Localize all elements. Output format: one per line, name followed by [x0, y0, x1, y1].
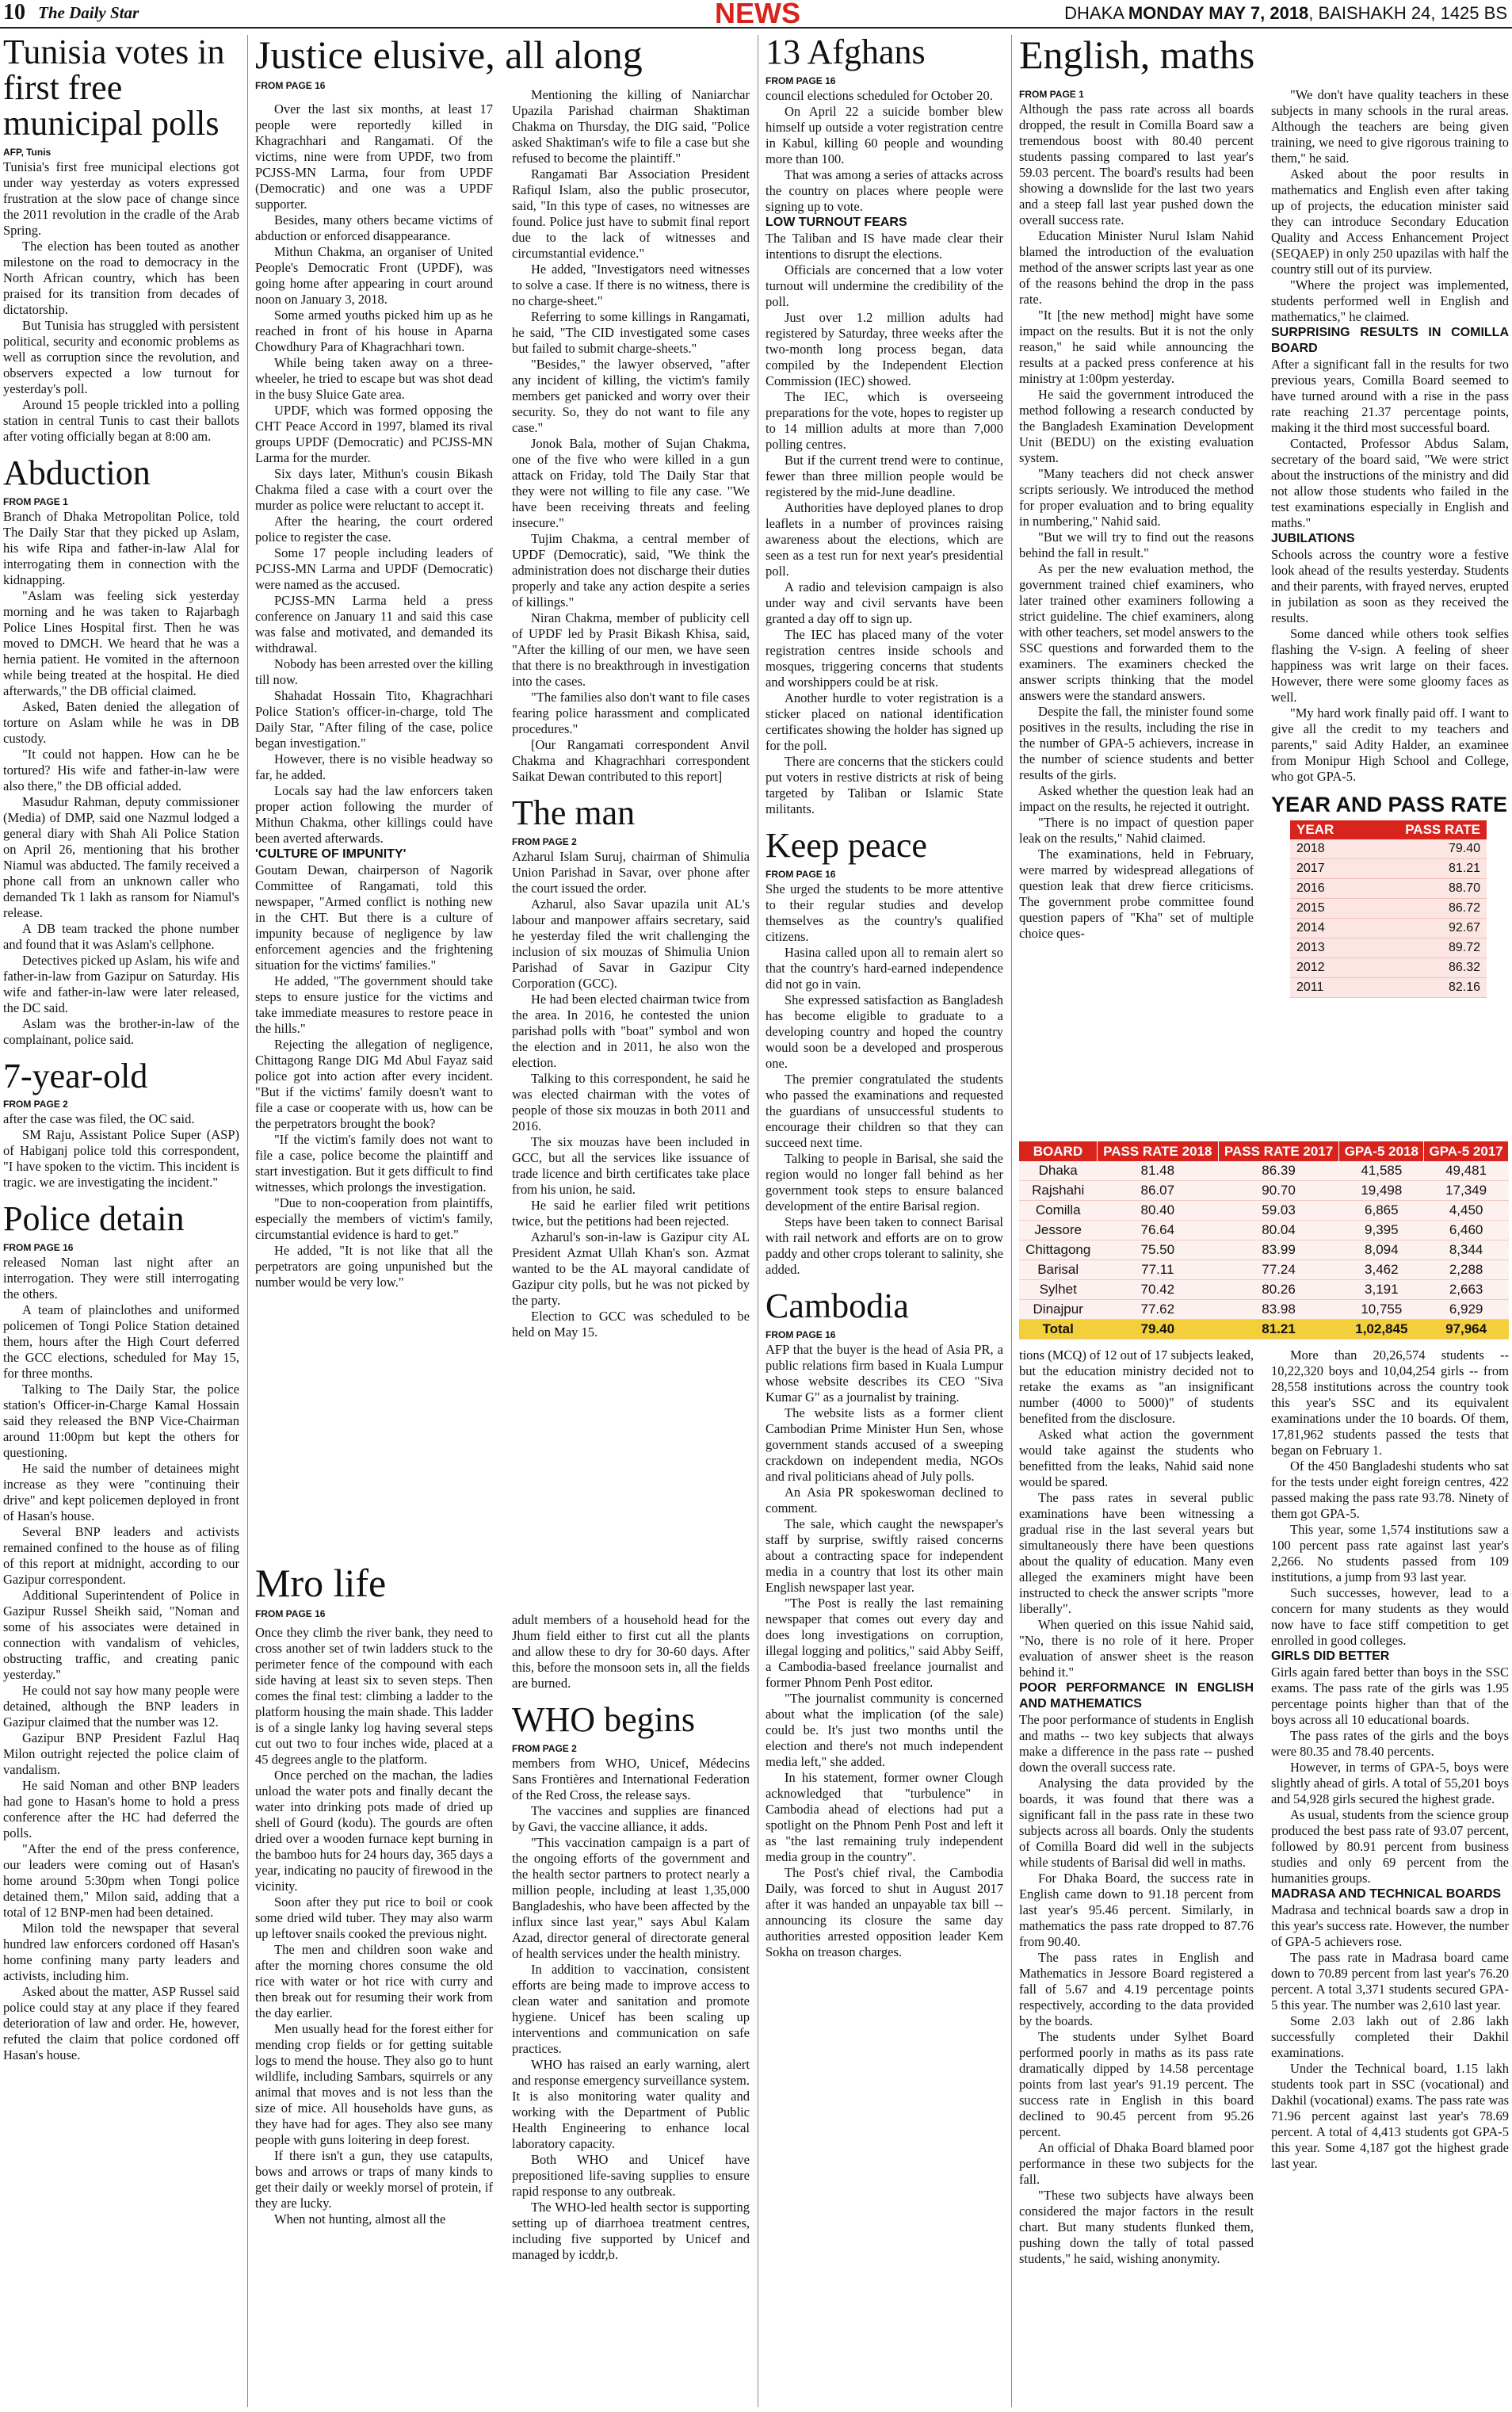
paragraph: The WHO-led health sector is supporting setting up of diarrhoea treatment centres, including five supported by Unicef and managed by icddr,b.: [512, 2199, 750, 2262]
table-row: [1019, 1240, 1509, 1260]
paragraph: On April 22 a suicide bomber blew himself up outside a voter registration centre in Kabul, killing 60 people and wounding more than 100.: [766, 103, 1003, 166]
tunisia-story-headline: Tunisia votes in first free municipal polls: [3, 35, 225, 143]
paragraph: Tujim Chakma, a central member of UPDF (Democratic), said, "We think the administration does not discharge their duties properly and take any action despite a series of killings.": [512, 531, 750, 610]
afghans-story-dateline: FROM PAGE 16: [766, 75, 836, 86]
paragraph: The vaccines and supplies are financed by Gavi, the vaccine alliance, it adds.: [512, 1802, 750, 1834]
table-cell: 19,498: [1339, 1181, 1424, 1201]
paragraph: Another hurdle to voter registration is a sticker placed on national identification certificates showing the holder has signed up for the poll.: [766, 690, 1003, 753]
table-cell: 83.98: [1218, 1300, 1339, 1320]
page-number: 10: [3, 0, 25, 25]
table-cell: 2012: [1290, 958, 1361, 978]
table-cell: 86.32: [1361, 958, 1487, 978]
table-cell: 2,663: [1424, 1280, 1509, 1300]
paragraph: The IEC has placed many of the voter registration centres inside schools and mosques, triggering concerns that students and worshippers could be at risk.: [766, 626, 1003, 690]
paragraph: "The families also don't want to file cases fearing police harassment and complicated procedures.": [512, 690, 750, 736]
table-cell: 81.21: [1218, 1320, 1339, 1340]
paragraph: Soon after they put rice to boil or cook some dried wild tuber. They may also warm up leftover snails cooked the previous night.: [255, 1894, 493, 1941]
paragraph: Referring to some killings in Rangamati, he said, "The CID investigated some cases but failed to submit charge-sheets.": [512, 309, 750, 356]
column-3: [766, 35, 1003, 2407]
paragraph: In addition to vaccination, consistent efforts are being made to improve access to clean water and sanitation and promote hygiene. Unicef has been scaling up interventions and communication on safe practices.: [512, 1961, 750, 2056]
table-cell: 90.70: [1218, 1181, 1339, 1201]
table-cell: Sylhet: [1019, 1280, 1097, 1300]
paragraph: As per the new evaluation method, the government trained chief examiners, who later trained other examiners following a strict guideline. The chief examiners, along with other teachers, set model answers to the SSC questions and forwarded them to the examiners. The examiners checked the answer scripts thinking that the model answers were the standard answers.: [1019, 561, 1254, 703]
paragraph: "Aslam was feeling sick yesterday morning and he was taken to Rajarbagh Police Lines Hospital first. Then he was moved to DMCH. We heard that he was a hernia patient. He vomited in the afternoon while being treated at the hospital. He died afterwards," the DB official claimed.: [3, 587, 239, 698]
paragraph: When not hunting, almost all the: [274, 2211, 446, 2227]
subhead: MADRASA AND TECHNICAL BOARDS: [1271, 1887, 1502, 1901]
table-cell: 81.48: [1097, 1161, 1218, 1181]
table-cell: 76.64: [1097, 1221, 1218, 1240]
keep-peace-story-headline: Keep peace: [766, 825, 927, 865]
abduction-story: [3, 453, 239, 1048]
paragraph: Six days later, Mithun's cousin Bikash Chakma filed a case with a court over the murder as police were reluctant to accept it.: [255, 466, 493, 513]
paragraph: after the case was filed, the OC said.: [3, 1111, 195, 1127]
paragraph: Some 17 people including leaders of PCJSS-MN Larma and UPDF (Democratic) were named as the accused.: [255, 545, 493, 592]
paragraph: Masudur Rahman, deputy commissioner (Media) of DMP, said one Nazmul lodged a general diary with Shah Ali Police Station on April 26, mentioning that his brother Niamul was abducted. The family received a phone call from an unknown caller who demanded Tk 1 lakh as ransom for Niamul's release.: [3, 793, 239, 920]
table-row: [1290, 978, 1487, 998]
table-cell: 92.67: [1361, 919, 1487, 938]
table-row: [1019, 1260, 1509, 1280]
justice-col-a: [255, 101, 493, 1558]
paragraph: Madrasa and technical boards saw a drop in this year's success rate. However, the number of GPA-5 achievers rose.: [1271, 1902, 1509, 1949]
table-cell: Comilla: [1019, 1201, 1097, 1221]
paragraph: Girls again fared better than boys in the SSC exams. The pass rate of the girls was 1.95 percentage points higher than that of the boys across all 10 educational boards.: [1271, 1665, 1509, 1727]
paragraph: Azharul Islam Suruj, chairman of Shimulia Union Parishad in Savar, over phone after the court issued the order.: [512, 848, 750, 896]
paragraph: This year, some 1,574 institutions saw a 100 percent pass rate against last year's 2,266. No students passed from 109 institutions, a jump from 93 last year.: [1271, 1522, 1509, 1584]
the-man-story-headline: The man: [512, 793, 636, 832]
paragraph: Goutam Dewan, chairperson of Nagorik Committee of Rangamati, told this newspaper, "Armed conflict is nothing new in the CHT. But there is a culture of impunity because of negligence by law enforcement agencies and the frightening situation for the victims' families.": [255, 862, 493, 973]
paragraph: Shahadat Hossain Tito, Khagrachhari Police Station's officer-in-charge, told The Daily Star, "After filing of the case, police began investigation.": [255, 688, 493, 751]
paragraph: Azharul's son-in-law is Gazipur city AL President Azmat Ullah Khan's son. Azmat wanted to be the AL mayoral candidate of Gazipur city polls, but he was not picked by the party.: [512, 1229, 750, 1308]
paragraph: The pass rates in several public examinations have been witnessing a gradual rise in the last several years but simultaneously there have been questions about the quality of education. Many even alleged the examiners might have been instructed to check the answer scripts "more liberally".: [1019, 1490, 1254, 1616]
table-cell: 2013: [1290, 938, 1361, 958]
table-header: BOARD: [1019, 1141, 1097, 1161]
paragraph: Over the last six months, at least 17 people were reportedly killed in Khagrachhari and Rangamati. Of the victims, nine were from UPDF, two from PCJSS-MN Larma, four from UPDF (Democratic) and one was a UPDF supporter.: [255, 101, 493, 212]
mro-dateline: FROM PAGE 16: [255, 1608, 326, 1619]
seven-year-old-story-headline: 7-year-old: [3, 1056, 148, 1095]
paragraph: WHO has raised an early warning, alert and response emergency surveillance system. It is also monitoring water quality and working with the Department of Public Health Engineering to enhance local laboratory capacity.: [512, 2056, 750, 2151]
paragraph: The premier congratulated the students who passed the examinations and requested the guardians of unsuccessful students to encourage their children so that they can succeed next time.: [766, 1071, 1003, 1150]
paragraph: Tunisia's first free municipal elections got under way yesterday as voters expressed frustration at the slow pace of change since the 2011 revolution in the cradle of the Arab Spring.: [3, 159, 239, 238]
police-detain-story-dateline: FROM PAGE 16: [3, 1242, 74, 1254]
table-cell: 86.72: [1361, 899, 1487, 919]
table-cell: 8,344: [1424, 1240, 1509, 1260]
section-name: NEWS: [715, 0, 800, 29]
english-col-a: [1019, 87, 1254, 1133]
paragraph: PCJSS-MN Larma held a press conference on January 11 and said this case was false and motivated, and demanded its withdrawal.: [255, 593, 493, 656]
paragraph: "Where the project was implemented, students performed well in English and mathematics," he claimed.: [1271, 277, 1509, 324]
justice-headline: Justice elusive, all along: [255, 32, 643, 77]
table-cell: 2015: [1290, 899, 1361, 919]
page-header: [0, 0, 1512, 29]
subhead: POOR PERFORMANCE IN ENGLISH AND MATHEMATICS: [1019, 1681, 1254, 1711]
paragraph: Asked what action the government would take against the students who benefitted from the leaks, Nahid said none would be spared.: [1019, 1427, 1254, 1489]
table-cell: 3,191: [1339, 1280, 1424, 1300]
paragraph: Some armed youths picked him up as he reached in front of his house in Aparna Chowdhury Para of Khagrachhari town.: [255, 308, 493, 354]
paragraph: However, there is no visible headway so far, he added.: [255, 751, 493, 782]
paragraph: A radio and television campaign is also under way and civil servants have been granted a day off to sign up.: [766, 579, 1003, 626]
paragraph: "These two subjects have always been considered the major factors in the result chart. But many students flunked them, pushing down the tally of total passed students," he said, wishing anonymity.: [1019, 2188, 1254, 2266]
paragraph: members from WHO, Unicef, Médecins Sans Frontières and International Federation of the Red Cross, the release says.: [512, 1755, 750, 1802]
paragraph: Rangamati Bar Association President Rafiqul Islam, also the public prosecutor, said, "In this type of cases, no witnesses are found. Police just have to submit final report due to the lack of witnesses and circumstantial evidence.": [512, 166, 750, 261]
paragraph: [Our Rangamati correspondent Anvil Chakma and Khagrachhari correspondent Saikat Dewan contributed to this report]: [512, 737, 750, 784]
who-begins-story-headline: WHO begins: [512, 1700, 695, 1739]
paragraph: Of the 450 Bangladeshi students who sat for the tests under eight foreign centres, 422 passed making the pass rate 93.78. Ninety of them got GPA-5.: [1271, 1458, 1509, 1521]
paragraph: He said he earlier filed writ petitions twice, but the petitions had been rejected.: [512, 1197, 750, 1229]
justice-col-b: [512, 87, 750, 1558]
table-cell: 79.40: [1361, 839, 1487, 859]
paragraph: Both WHO and Unicef have prepositioned life-saving supplies to ensure rapid response to any outbreak.: [512, 2151, 750, 2199]
paragraph: Asked whether the question leak had an impact on the results, he rejected it outright.: [1019, 783, 1254, 814]
subhead: LOW TURNOUT FEARS: [766, 215, 907, 229]
table-cell: Dinajpur: [1019, 1300, 1097, 1320]
paragraph: But Tunisia has struggled with persistent political, security and economic problems as well as corruption since the revolution, and observers expected a low turnout for yesterday's poll.: [3, 317, 239, 396]
table-row: [1019, 1201, 1509, 1221]
paragraph: He said the government introduced the method following a research conducted by the Bangladesh Examination Development Unit (BEDU) on the existing evaluation system.: [1019, 387, 1254, 465]
subhead: SURPRISING RESULTS IN COMILLA BOARD: [1271, 326, 1509, 355]
paragraph: Milon told the newspaper that several hundred law enforcers cordoned off Hasan's home confining many party leaders and activists, including him.: [3, 1921, 239, 1984]
table-cell: 6,929: [1424, 1300, 1509, 1320]
paragraph: Mentioning the killing of Naniarchar Upazila Parishad chairman Shaktiman Chakma on Thursday, the DIG said, "Police asked Shaktiman's wife to file a case but she refused to become the plaintiff.": [512, 87, 750, 166]
table-cell: 70.42: [1097, 1280, 1218, 1300]
table-cell: 80.40: [1097, 1201, 1218, 1221]
table-row: [1019, 1161, 1509, 1181]
paragraph: If there isn't a gun, they use catapults, bows and arrows or traps of many kinds to get their daily or weekly morsel of protein, if they are lucky.: [255, 2148, 493, 2211]
paragraph: After the hearing, the court ordered police to register the case.: [255, 514, 493, 545]
table-cell: 2,288: [1424, 1260, 1509, 1280]
keep-peace-story-dateline: FROM PAGE 16: [766, 868, 836, 880]
justice-dateline: FROM PAGE 16: [255, 80, 326, 91]
paragraph: Additional Superintendent of Police in Gazipur Russel Sheikh said, "Noman and some of his associates were detained in connection with vandalism of vehicles, obstructing traffic, and creating panic yesterday.": [3, 1588, 239, 1683]
paragraph: He could not say how many people were detained, although the BNP leaders in Gazipur claimed that the number was 12.: [3, 1683, 239, 1730]
paragraph: The students under Sylhet Board performed poorly in maths as its pass rate dramatically dipped by 14.58 percentage points from last year's 91.19 percent. The success rate in English in this board declined to 90.45 percent from 95.26 percent.: [1019, 2029, 1254, 2139]
cambodia-story-dateline: FROM PAGE 16: [766, 1328, 836, 1340]
keep-peace-story: [766, 825, 1003, 1278]
subhead: JUBILATIONS: [1271, 532, 1355, 545]
paragraph: Asked about the poor results in mathematics and English even after taking up of projects, the education minister said they can introduce Secondary Education Quality and Access Enhancement Project (SEQAEP) in only 250 upazilas with half the country still out of its purview.: [1271, 166, 1509, 277]
afghans-story: [766, 35, 1003, 817]
table-cell: 1,02,845: [1339, 1320, 1424, 1340]
paragraph: "After the end of the press conference, our leaders were coming out of Hasan's home around 5:30pm when Tongi police detained them," Milon said, adding that a total of 12 BNP-men had been detained.: [3, 1841, 239, 1921]
paragraph: An Asia PR spokeswoman declined to comment.: [766, 1484, 1003, 1516]
paragraph: The sale, which caught the newspaper's staff by surprise, swiftly raised concerns about a contracting space for independent media in a country that lost its other main English newspaper last year.: [766, 1516, 1003, 1595]
masthead-logo: The Daily Star: [38, 3, 139, 22]
table-header: PASS RATE: [1361, 820, 1487, 839]
seven-year-old-story-dateline: FROM PAGE 2: [3, 1099, 68, 1110]
paragraph: Talking to people in Barisal, she said the region would no longer fall behind as her government took steps to ensure balanced development of the entire Barisal region.: [766, 1150, 1003, 1214]
paragraph: Once they climb the river bank, they need to cross another set of twin ladders stuck to the perimeter fence of the compound with each side having at least six to seven steps. Then comes the final test: climbing a ladder to the platform housing the main shade. This ladder is of a single lanky log having several steps cut out two to four inches wide, placed at a 45 degrees angle to the platform.: [255, 1625, 493, 1767]
table-row: [1290, 899, 1487, 919]
table-cell: Total: [1019, 1320, 1097, 1340]
table-cell: 77.11: [1097, 1260, 1218, 1280]
paragraph: The website lists as a former client Cambodian Prime Minister Hun Sen, whose government stands accused of a sweeping crackdown on independent media, NGOs and rival politicians ahead of July polls.: [766, 1405, 1003, 1484]
paragraph: Detectives picked up Aslam, his wife and father-in-law from Gazipur on Saturday. His wife and father-in-law were later released, the DC said.: [3, 952, 239, 1015]
paragraph: Gazipur BNP President Fazlul Haq Milon outright rejected the police claim of vandalism.: [3, 1730, 239, 1778]
mro-col-b: [512, 1612, 750, 2407]
paragraph: The election has been touted as another milestone on the road to democracy in the North African country, which has been praised for its transition from decades of dictatorship.: [3, 238, 239, 317]
police-detain-story-headline: Police detain: [3, 1199, 185, 1239]
paragraph: Steps have been taken to connect Barisal with rail network and efforts are on to grow paddy and other crops tolerant to salinity, she added.: [766, 1214, 1003, 1277]
paragraph: Some danced while others took selfies flashing the V-sign. A feeling of sheer happiness was writ large on their faces. However, there were some gloomy faces as well.: [1271, 626, 1509, 705]
paragraph: He said the number of detainees might increase as they were "continuing their drive" and kept policemen deployed in front of Hasan's house.: [3, 1461, 239, 1524]
paragraph: The men and children soon wake and after the morning chores consume the old rice with water or hot rice with curry and then break out for resuming their work from the day earlier.: [255, 1942, 493, 2020]
paragraph: "My hard work finally paid off. I want to give all the credit to my teachers and parents," said Adity Halder, an examinee from Monipur High School and College, who got GPA-5.: [1271, 705, 1509, 784]
paragraph: The examinations, held in February, were marred by widespread allegations of question leak that drew fierce criticisms. The government probe committee found question papers of "Kha" set of multiple choice ques-: [1019, 847, 1254, 941]
table-row: [1290, 919, 1487, 938]
cambodia-story: [766, 1286, 1003, 1960]
table-cell: 17,349: [1424, 1181, 1509, 1201]
paragraph: Around 15 people trickled into a polling station in central Tunis to cast their ballots after voting officially began at 8:00 am.: [3, 396, 239, 444]
paragraph: "If the victim's family does not want to file a case, police become the plaintiff and start investigation. But it gets difficult to find witnesses, which prolongs the investigation.: [255, 1132, 493, 1195]
table-header: YEAR: [1290, 820, 1361, 839]
paragraph: She urged the students to be more attentive to their regular studies and develop themselves as the country's qualified citizens.: [766, 881, 1003, 944]
paragraph: "Many teachers did not check answer scripts seriously. We introduced the method for proper evaluation and to bring equality in numbering," Nahid said.: [1019, 466, 1254, 529]
paragraph: Several BNP leaders and activists remained confined to the house as of filing of this report at midnight, according to our Gazipur correspondent.: [3, 1524, 239, 1588]
board-pass-rate-table: [1019, 1141, 1509, 1340]
table-cell: 80.26: [1218, 1280, 1339, 1300]
paragraph: The Post's chief rival, the Cambodia Daily, was forced to shut in August 2017 after it was handed an unpayable tax bill -- announcing its closure the same day authorities arrested opposition leader Kem Sokha on treason charges.: [766, 1864, 1003, 1959]
paragraph: A DB team tracked the phone number and found that it was Aslam's cellphone.: [3, 920, 239, 952]
paragraph: More than 20,26,574 students -- 10,22,320 boys and 10,04,254 girls -- from 28,558 institutions across the country took this year's SSC and its equivalent examinations under the 10 boards. Of them, 17,81,962 students passed the tests that began on February 1.: [1271, 1347, 1509, 1458]
table-cell: Rajshahi: [1019, 1181, 1097, 1201]
table-cell: Chittagong: [1019, 1240, 1097, 1260]
table-cell: 86.39: [1218, 1161, 1339, 1181]
cambodia-story-headline: Cambodia: [766, 1286, 909, 1325]
mro-headline: Mro life: [255, 1561, 387, 1605]
paragraph: "But we will try to find out the reasons behind the fall in result.": [1019, 529, 1254, 560]
subhead: GIRLS DID BETTER: [1271, 1649, 1390, 1663]
paragraph: "It [the new method] might have some impact on the results. But it is not the only reason," he said while announcing the results at a packed press conference at his ministry at 1:00pm yesterday.: [1019, 308, 1254, 386]
table-header: PASS RATE 2017: [1218, 1141, 1339, 1161]
table-row: [1290, 839, 1487, 859]
table-cell: 9,395: [1339, 1221, 1424, 1240]
table-cell: 88.70: [1361, 879, 1487, 899]
paragraph: SM Raju, Assistant Police Super (ASP) of Habiganj police told this correspondent, "I have spoken to the victim. This incident is tragic. we are investigating the incident.": [3, 1127, 239, 1191]
paragraph: Although the pass rate across all boards dropped, the result in Comilla Board saw a tremendous boost with 80.40 percent students passing compared to last year's 59.03 percent. The board's results had been showing a downslide for the last two years and a steep fall last year pushed down the overall success rate.: [1019, 101, 1254, 227]
english-dateline: FROM PAGE 1: [1019, 89, 1084, 100]
paragraph: In his statement, former owner Clough acknowledged that "turbulence" in Cambodia ahead of elections had put a spotlight on the Phnom Penh Post and left it as "the last remaining truly independent media group in the country".: [766, 1769, 1003, 1864]
table-row: [1019, 1280, 1509, 1300]
table-cell: 77.62: [1097, 1300, 1218, 1320]
paragraph: "The journalist community is concerned about what the implication (of the sale) could be. It's just two months until the election and there's not much independent media left," she added.: [766, 1690, 1003, 1769]
paragraph: Aslam was the brother-in-law of the complainant, police said.: [3, 1015, 239, 1047]
paragraph: Once perched on the machan, the ladies unload the water pots and finally decant the water into drinking pots made of dried up shell of Gourd (kodu). The gourds are often dried over a wooden furnace kept burning in the bamboo huts for 24 hours day, 365 days a year, indicating no paucity of firewood in the vicinity.: [255, 1768, 493, 1894]
table-row: [1019, 1300, 1509, 1320]
paragraph: Just over 1.2 million adults had registered by Saturday, three weeks after the two-month long process began, data compiled by the Independent Election Commission (IEC) showed.: [766, 309, 1003, 388]
paragraph: As usual, students from the science group produced the best pass rate of 93.07 percent, followed by 80.91 percent from business studies and only 69 percent from the humanities groups.: [1271, 1807, 1509, 1886]
table-cell: 80.04: [1218, 1221, 1339, 1240]
year-table-title: YEAR AND PASS RATE: [1271, 793, 1508, 816]
tunisia-story: [3, 35, 239, 445]
english-headline: English, maths: [1019, 32, 1255, 77]
paragraph: Mithun Chakma, an organiser of United People's Democratic Front (UPDF), was going home after appearing in court around noon on January 3, 2018.: [255, 244, 493, 307]
paragraph: The pass rates in English and Mathematics in Jessore Board registered a fall of 5.67 and 4.19 percentage points respectively, according to the data provided by the boards.: [1019, 1950, 1254, 2028]
table-cell: 6,865: [1339, 1201, 1424, 1221]
paragraph: Analysing the data provided by the boards, it was found that there was a significant fall in the pass rate in these two subjects across all boards. Only the students of Comilla Board did well in the subjects while students of Barisal did well in maths.: [1019, 1776, 1254, 1870]
table-cell: 2017: [1290, 859, 1361, 879]
table-cell: 2018: [1290, 839, 1361, 859]
paragraph: After a significant fall in the results for two previous years, Comilla Board seemed to have turned around with a rise in the pass rate reaching 21.37 percentage points, making it the third most successful board.: [1271, 357, 1509, 435]
paragraph: Education Minister Nurul Islam Nahid blamed the introduction of the evaluation method of the answer scripts last year as one of the reasons behind the drop in the pass rate.: [1019, 228, 1254, 307]
paragraph: Azharul, also Savar upazila unit AL's labour and manpower affairs secretary, said he yesterday filed the writ challenging the inclusion of six mouzas of Shimulia Union Parishad of Savar in Gazipur City Corporation (GCC).: [512, 896, 750, 991]
paragraph: Asked about the matter, ASP Russel said police could stay at any place if they feared deterioration of law and order. He, however, refuted the claim that police cordoned off Hasan's house.: [3, 1984, 239, 2063]
paragraph: Schools across the country wore a festive look ahead of the results yesterday. Students and their parents, with frayed nerves, erupted in jubilation as soon as they received the results.: [1271, 547, 1509, 625]
paragraph: "Due to non-cooperation from plaintiffs, especially the members of victim's family, circumstantial evidence is hard to get.": [255, 1195, 493, 1242]
paragraph: A team of plainclothes and uniformed policemen of Tongi Police Station detained them, hours after the High Court deferred the GCC elections, scheduled for May 15, for three months.: [3, 1302, 239, 1382]
table-cell: 86.07: [1097, 1181, 1218, 1201]
tunisia-story-source: AFP, Tunis: [3, 146, 52, 158]
table-cell: 75.50: [1097, 1240, 1218, 1260]
english-col-d: [1271, 1347, 1509, 2407]
paragraph: But if the current trend were to continue, fewer than three million people would be registered by the mid-June deadline.: [766, 452, 1003, 499]
paragraph: Contacted, Professor Abdus Salam, secretary of the board said, "We were strict about the instructions of the ministry and did not allow those students who failed in the test examinations especially in English and maths.": [1271, 436, 1509, 530]
table-cell: 77.24: [1218, 1260, 1339, 1280]
table-cell: 59.03: [1218, 1201, 1339, 1221]
board-table-wrap: [1019, 1141, 1509, 1340]
paragraph: Despite the fall, the minister found some positives in the results, including the rise in the number of GPA-5 achievers, increase in the number of science students and better results of the girls.: [1019, 704, 1254, 782]
seven-year-old-story: [3, 1056, 239, 1191]
the-man-story: [512, 793, 750, 1340]
paragraph: For Dhaka Board, the success rate in English came down to 91.18 percent from last year's 95.46 percent. Similarly, in mathematics the pass rate dropped to 87.76 from 90.40.: [1019, 1871, 1254, 1949]
table-cell: 82.16: [1361, 978, 1487, 998]
afghans-story-headline: 13 Afghans: [766, 35, 926, 71]
paragraph: Branch of Dhaka Metropolitan Police, told The Daily Star that they picked up Aslam, his wife Ripa and father-in-law Alal for interrogating them in connection with the kidnapping.: [3, 508, 239, 587]
table-cell: 2016: [1290, 879, 1361, 899]
paragraph: Authorities have deployed planes to drop leaflets in a number of provinces raising awareness about the elections, which are seen as a test run for next year's presidential poll.: [766, 499, 1003, 579]
abduction-story-headline: Abduction: [3, 453, 151, 492]
paragraph: He added, "It is not like that all the perpetrators are going unpunished but the number would be very low.": [255, 1243, 493, 1290]
the-man-story-dateline: FROM PAGE 2: [512, 835, 577, 847]
table-row: [1290, 958, 1487, 978]
paragraph: However, in terms of GPA-5, boys were slightly ahead of girls. A total of 55,201 boys and 54,928 girls secured the highest grade.: [1271, 1760, 1509, 1806]
table-cell: 83.99: [1218, 1240, 1339, 1260]
paragraph: The pass rate in Madrasa board came down to 70.89 percent from last year's 76.20 percent. A total 3,371 students secured GPA-5 this year. The number was 2,610 last year.: [1271, 1950, 1509, 2013]
table-header: GPA-5 2018: [1339, 1141, 1424, 1161]
mro-col-a: [255, 1625, 493, 2407]
table-header: PASS RATE 2018: [1097, 1141, 1218, 1161]
table-row: [1290, 879, 1487, 899]
paragraph: Niran Chakma, member of publicity cell of UPDF led by Prasit Bikash Khisa, said, "After the killing of our men, we have seen that there is no breakthrough in investigation into the cases.: [512, 610, 750, 689]
paragraph: She expressed satisfaction as Bangladesh has become eligible to graduate to a developing country and hoped the country would soon be a developed and prosperous one.: [766, 992, 1003, 1071]
table-cell: 8,094: [1339, 1240, 1424, 1260]
paragraph: Men usually head for the forest either for mending crop fields or for getting suitable logs to mend the house. They also go to hunt wildlife, including Sambars, squirrels or any animal that moves and is not less than the size of mice. All households have guns, as they have had for ages. They also see many people with guns loitering in deep forest.: [255, 2021, 493, 2147]
paragraph: An official of Dhaka Board blamed poor performance in these two subjects for the fall.: [1019, 2140, 1254, 2187]
paragraph: "The Post is really the last remaining newspaper that comes out every day and does long investigations on corruption, illegal logging and politics," said Abby Seiff, a Cambodia-based freelance journalist and former Phnom Penh Post editor.: [766, 1595, 1003, 1690]
paragraph: Officials are concerned that a low voter turnout will undermine the credibility of the poll.: [766, 262, 1003, 309]
who-begins-story: [512, 1700, 750, 2263]
paragraph: Such successes, however, lead to a concern for many students as they would now have to face stiff competition to get enrolled in good colleges.: [1271, 1585, 1509, 1648]
paragraph: The poor performance of students in English and maths -- two key subjects that always make a difference in the pass rate -- pushed down the overall success rate.: [1019, 1712, 1254, 1775]
paragraph: adult members of a household head for the Jhum field either to first cut all the plants and allow these to dry for 30-60 days. After this, before the monsoon sets in, all the fields are burned.: [512, 1612, 750, 1691]
table-cell: 89.72: [1361, 938, 1487, 958]
who-begins-story-dateline: FROM PAGE 2: [512, 1742, 577, 1754]
paragraph: "It could not happen. How can he be tortured? His wife and father-in-law were also there," the DB official added.: [3, 746, 239, 793]
paragraph: Besides, many others became victims of abduction or enforced disappearance.: [255, 212, 493, 243]
paragraph: "There is no impact of question paper leak on the results," Nahid claimed.: [1019, 815, 1254, 846]
paragraph: Nobody has been arrested over the killing till now.: [255, 656, 493, 687]
paragraph: Under the Technical board, 1.15 lakh students took part in SSC (vocational) and Dakhil (vocational) exams. The pass rate was 71.96 percent against last year's 78.69 percent. A total of 4,413 students got GPA-5 this year. Some 4,187 got the highest grade last year.: [1271, 2061, 1509, 2171]
police-detain-story: [3, 1199, 239, 2063]
paragraph: He added, "The government should take steps to ensure justice for the victims and take immediate measures to restore peace in the hills.": [255, 973, 493, 1036]
table-cell: 3,462: [1339, 1260, 1424, 1280]
table-cell: Barisal: [1019, 1260, 1097, 1280]
paragraph: Talking to The Daily Star, the police station's Officer-in-Charge Kamal Hossain said they released the BNP Vice-Chairman around 11:00pm but kept the others for questioning.: [3, 1382, 239, 1461]
paragraph: The Taliban and IS have made clear their intentions to disrupt the elections.: [766, 230, 1003, 262]
table-row: [1019, 1221, 1509, 1240]
paragraph: Hasina called upon all to remain alert so that the country's hard-earned independence did not go in vain.: [766, 944, 1003, 992]
paragraph: There are concerns that the stickers could put voters in restive districts at risk of being targeted by Taliban or Islamic State militants.: [766, 753, 1003, 816]
table-total-row: [1019, 1320, 1509, 1340]
paragraph: AFP that the buyer is the head of Asia PR, a public relations firm based in Kuala Lumpur whose website describes its CEO "Siva Kumar G" as a journalist by training.: [766, 1341, 1003, 1405]
paragraph: He added, "Investigators need witnesses to solve a case. If there is no witness, there is no charge-sheet.": [512, 262, 750, 308]
table-row: [1290, 938, 1487, 958]
paragraph: Rejecting the allegation of negligence, Chittagong Range DIG Md Abul Fayaz said police got into action after every incident. "But if the victims' family doesn't want to file a case or cooperate with us, how can be the perpetrators brought the book?: [255, 1037, 493, 1131]
table-cell: 49,481: [1424, 1161, 1509, 1181]
table-row: [1019, 1181, 1509, 1201]
table-cell: 79.40: [1097, 1320, 1218, 1340]
paragraph: The six mouzas have been included in GCC, but all the services like issuance of trade licence and birth certificates take place from his union, he said.: [512, 1133, 750, 1197]
table-cell: 41,585: [1339, 1161, 1424, 1181]
paragraph: Asked, Baten denied the allegation of torture on Aslam while he was in DB custody.: [3, 698, 239, 746]
paragraph: While being taken away on a three-wheeler, he tried to escape but was shot dead in the busy Sluice Gate area.: [255, 355, 493, 402]
table-cell: Jessore: [1019, 1221, 1097, 1240]
paragraph: UPDF, which was formed opposing the CHT Peace Accord in 1997, blamed its rival groups UPDF (Democratic) and PCJSS-MN Larma for the murder.: [255, 403, 493, 465]
table-cell: 6,460: [1424, 1221, 1509, 1240]
paragraph: When queried on this issue Nahid said, "No, there is no role of it here. Proper evaluation of answer sheet is the reason behind it.": [1019, 1617, 1254, 1680]
table-row: [1290, 859, 1487, 879]
paragraph: Talking to this correspondent, he said he was elected chairman with the votes of people of those six mouzas in both 2011 and 2016.: [512, 1070, 750, 1133]
column-1: [3, 35, 239, 2407]
subhead: 'CULTURE OF IMPUNITY': [255, 847, 407, 861]
paragraph: "This vaccination campaign is a part of the ongoing efforts of the government and the health sector partners to protect nearly a million people, including at least 1,35,000 Bangladeshis, who have been affected by the influx since last year," says Abul Kalam Azad, director general of directorate general of health services under the health ministry.: [512, 1834, 750, 1961]
english-col-c: [1019, 1347, 1254, 2407]
paragraph: That was among a series of attacks across the country on places where people were signing up to vote.: [766, 166, 1003, 214]
table-cell: 2014: [1290, 919, 1361, 938]
paragraph: "Besides," the lawyer observed, "after any incident of killing, the victim's family members get panicked and worry over their security. So, they do not want to file any case.": [512, 357, 750, 435]
table-cell: 81.21: [1361, 859, 1487, 879]
table-cell: 2011: [1290, 978, 1361, 998]
paragraph: council elections scheduled for October 20.: [766, 87, 993, 103]
english-col-b: [1271, 87, 1509, 1133]
paragraph: Some 2.03 lakh out of 2.86 lakh successfully completed their Dakhil examinations.: [1271, 2013, 1509, 2060]
table-cell: 97,964: [1424, 1320, 1509, 1340]
paragraph: Locals say had the law enforcers taken proper action following the murder of Mithun Chakma, other killings could have been averted afterwards.: [255, 783, 493, 846]
table-cell: 4,450: [1424, 1201, 1509, 1221]
paragraph: released Noman last night after an interrogation. They were still interrogating the others.: [3, 1255, 239, 1302]
dateline: DHAKA MONDAY MAY 7, 2018, BAISHAKH 24, 1425 BS: [1064, 3, 1507, 23]
table-cell: Dhaka: [1019, 1161, 1097, 1181]
paragraph: He said Noman and other BNP leaders had gone to Hasan's home to hold a press conference after the HC had deferred the polls.: [3, 1778, 239, 1841]
paragraph: Election to GCC was scheduled to be held on May 15.: [512, 1308, 750, 1340]
table-cell: 10,755: [1339, 1300, 1424, 1320]
paragraph: He had been elected chairman twice from the area. In 2016, he contested the union parishad polls with "boat" symbol and won the election and in 2011, he also won the election.: [512, 991, 750, 1070]
year-pass-rate-table: [1290, 820, 1487, 998]
abduction-story-dateline: FROM PAGE 1: [3, 495, 68, 507]
paragraph: The pass rates of the girls and the boys were 80.35 and 78.40 percents.: [1271, 1728, 1509, 1759]
paragraph: Jonok Bala, mother of Sujan Chakma, one of the five who were killed in a gun attack on Friday, told The Daily Star that they were not willing to file any case. "We have been receiving threats and feeling insecure.": [512, 436, 750, 530]
paragraph: The IEC, which is overseeing preparations for the vote, hopes to register up to 14 million adults at more than 7,000 polling centres.: [766, 388, 1003, 452]
paragraph: "We don't have quality teachers in these subjects in many schools in the rural areas. Although the teachers are being given training, we need to give rigorous training to them," he said.: [1271, 87, 1509, 166]
paragraph: tions (MCQ) of 12 out of 17 subjects leaked, but the education ministry decided not to retake the exams as "an insignificant number (4000 to 5000)" of students benefited from the disclosure.: [1019, 1347, 1254, 1426]
table-header: GPA-5 2017: [1424, 1141, 1509, 1161]
